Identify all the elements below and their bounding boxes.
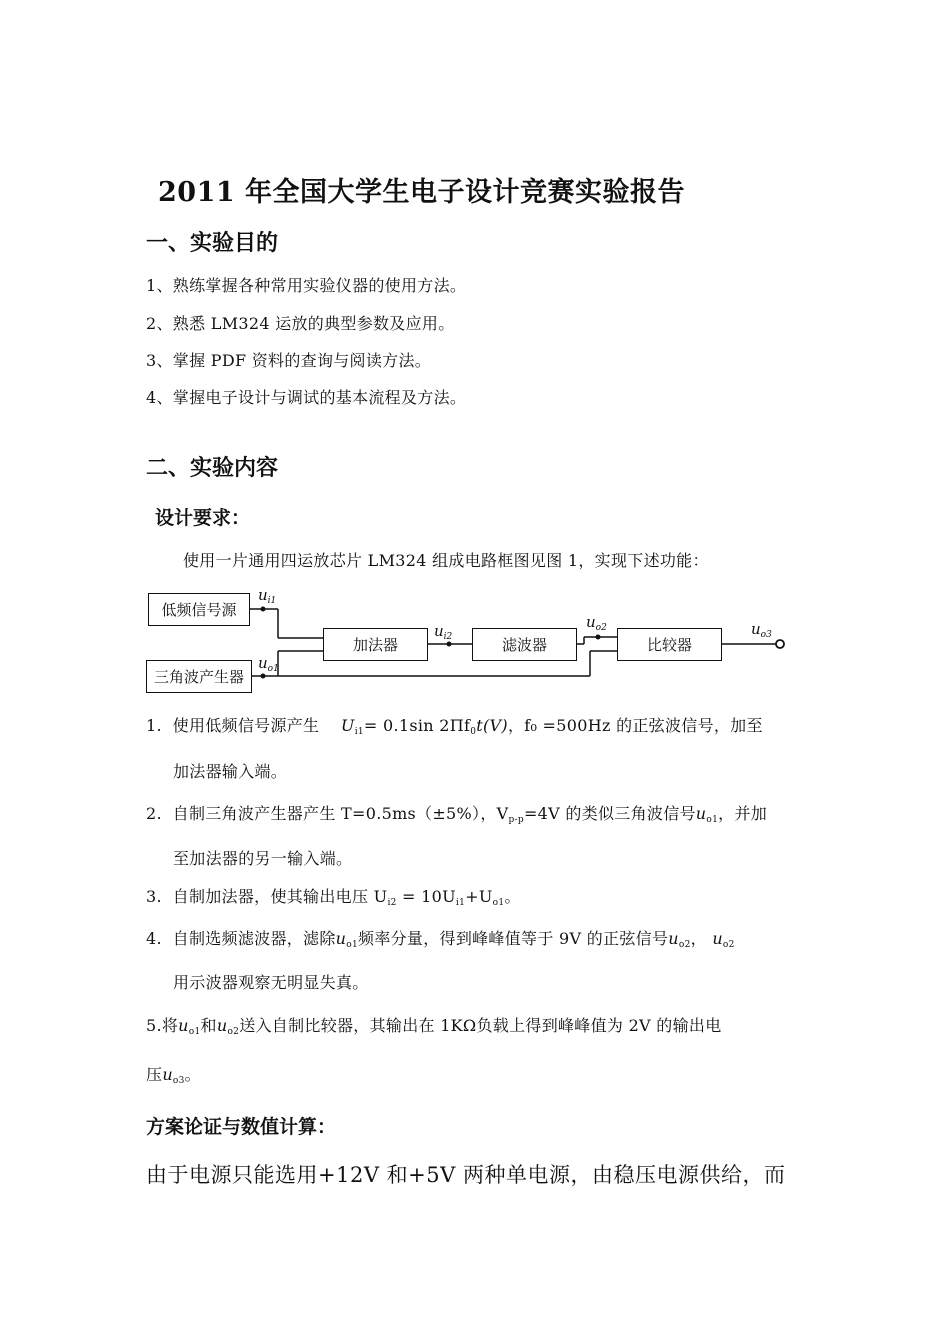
comparator-block: 比较器 bbox=[617, 628, 722, 661]
requirement-5-cont: 压$u_{o3}$。 bbox=[146, 1065, 201, 1086]
requirement-4: 4. 自制选频滤波器，滤除$u_{o1}$频率分量，得到峰峰值等于 9V 的正弦信号$u_{o2}$， $u_{o2}$ bbox=[146, 929, 735, 950]
section-heading-purpose: 一、实验目的 bbox=[146, 230, 279, 256]
triangle-generator-block: 三角波产生器 bbox=[146, 660, 252, 693]
intro-text: 使用一片通用四运放芯片 LM324 组成电路框图见图 1，实现下述功能： bbox=[183, 551, 709, 570]
purpose-item: 1、熟练掌握各种常用实验仪器的使用方法。 bbox=[146, 276, 467, 295]
label-ui2: $u_{i2}$ bbox=[434, 622, 453, 642]
requirement-1: 1. 使用低频信号源产生 $U_{i1}= 0.1\sin$ $2\Pi f_0t(V)$，f₀ =500Hz 的正弦波信号，加至 bbox=[146, 716, 763, 737]
label-uo1: $u_{o1}$ bbox=[258, 654, 279, 674]
requirement-4-cont: 用示波器观察无明显失真。 bbox=[173, 973, 369, 992]
purpose-item: 2、熟悉 LM324 运放的典型参数及应用。 bbox=[146, 314, 455, 333]
analysis-text: 由于电源只能选用+12V 和+5V 两种单电源，由稳压电源供给，而 bbox=[146, 1163, 786, 1187]
purpose-item: 4、掌握电子设计与调试的基本流程及方法。 bbox=[146, 388, 467, 407]
requirement-1-cont: 加法器输入端。 bbox=[173, 762, 288, 781]
low-frequency-source-block: 低频信号源 bbox=[148, 593, 250, 626]
filter-block: 滤波器 bbox=[472, 628, 577, 661]
section-heading-content: 二、实验内容 bbox=[146, 455, 279, 481]
section-heading-analysis: 方案论证与数值计算： bbox=[146, 1116, 337, 1138]
label-uo3: $u_{o3}$ bbox=[751, 620, 772, 640]
purpose-item: 3、掌握 PDF 资料的查询与阅读方法。 bbox=[146, 351, 432, 370]
design-heading: 设计要求： bbox=[155, 507, 251, 529]
adder-block: 加法器 bbox=[323, 628, 428, 661]
label-uo2: $u_{o2}$ bbox=[586, 613, 607, 633]
requirement-2-cont: 至加法器的另一输入端。 bbox=[173, 849, 353, 868]
requirement-2: 2. 自制三角波产生器产生 T=0.5ms（±5%），$V_{p-p}=4V$ 的类似三角波信号$u_{o1}$，并加 bbox=[146, 804, 768, 825]
requirement-3: 3. 自制加法器，使其输出电压 $U_{i2} = 10U_{i1}+U_{o1}$。 bbox=[146, 887, 521, 908]
requirement-5: 5.将$u_{o1}$和$u_{o2}$送入自制比较器，其输出在 1KΩ负载上得到峰峰值为 2V 的输出电 bbox=[146, 1016, 722, 1037]
page-title: 2011 年全国大学生电子设计竞赛实验报告 bbox=[158, 177, 686, 208]
label-ui1: $u_{i1}$ bbox=[258, 586, 277, 606]
